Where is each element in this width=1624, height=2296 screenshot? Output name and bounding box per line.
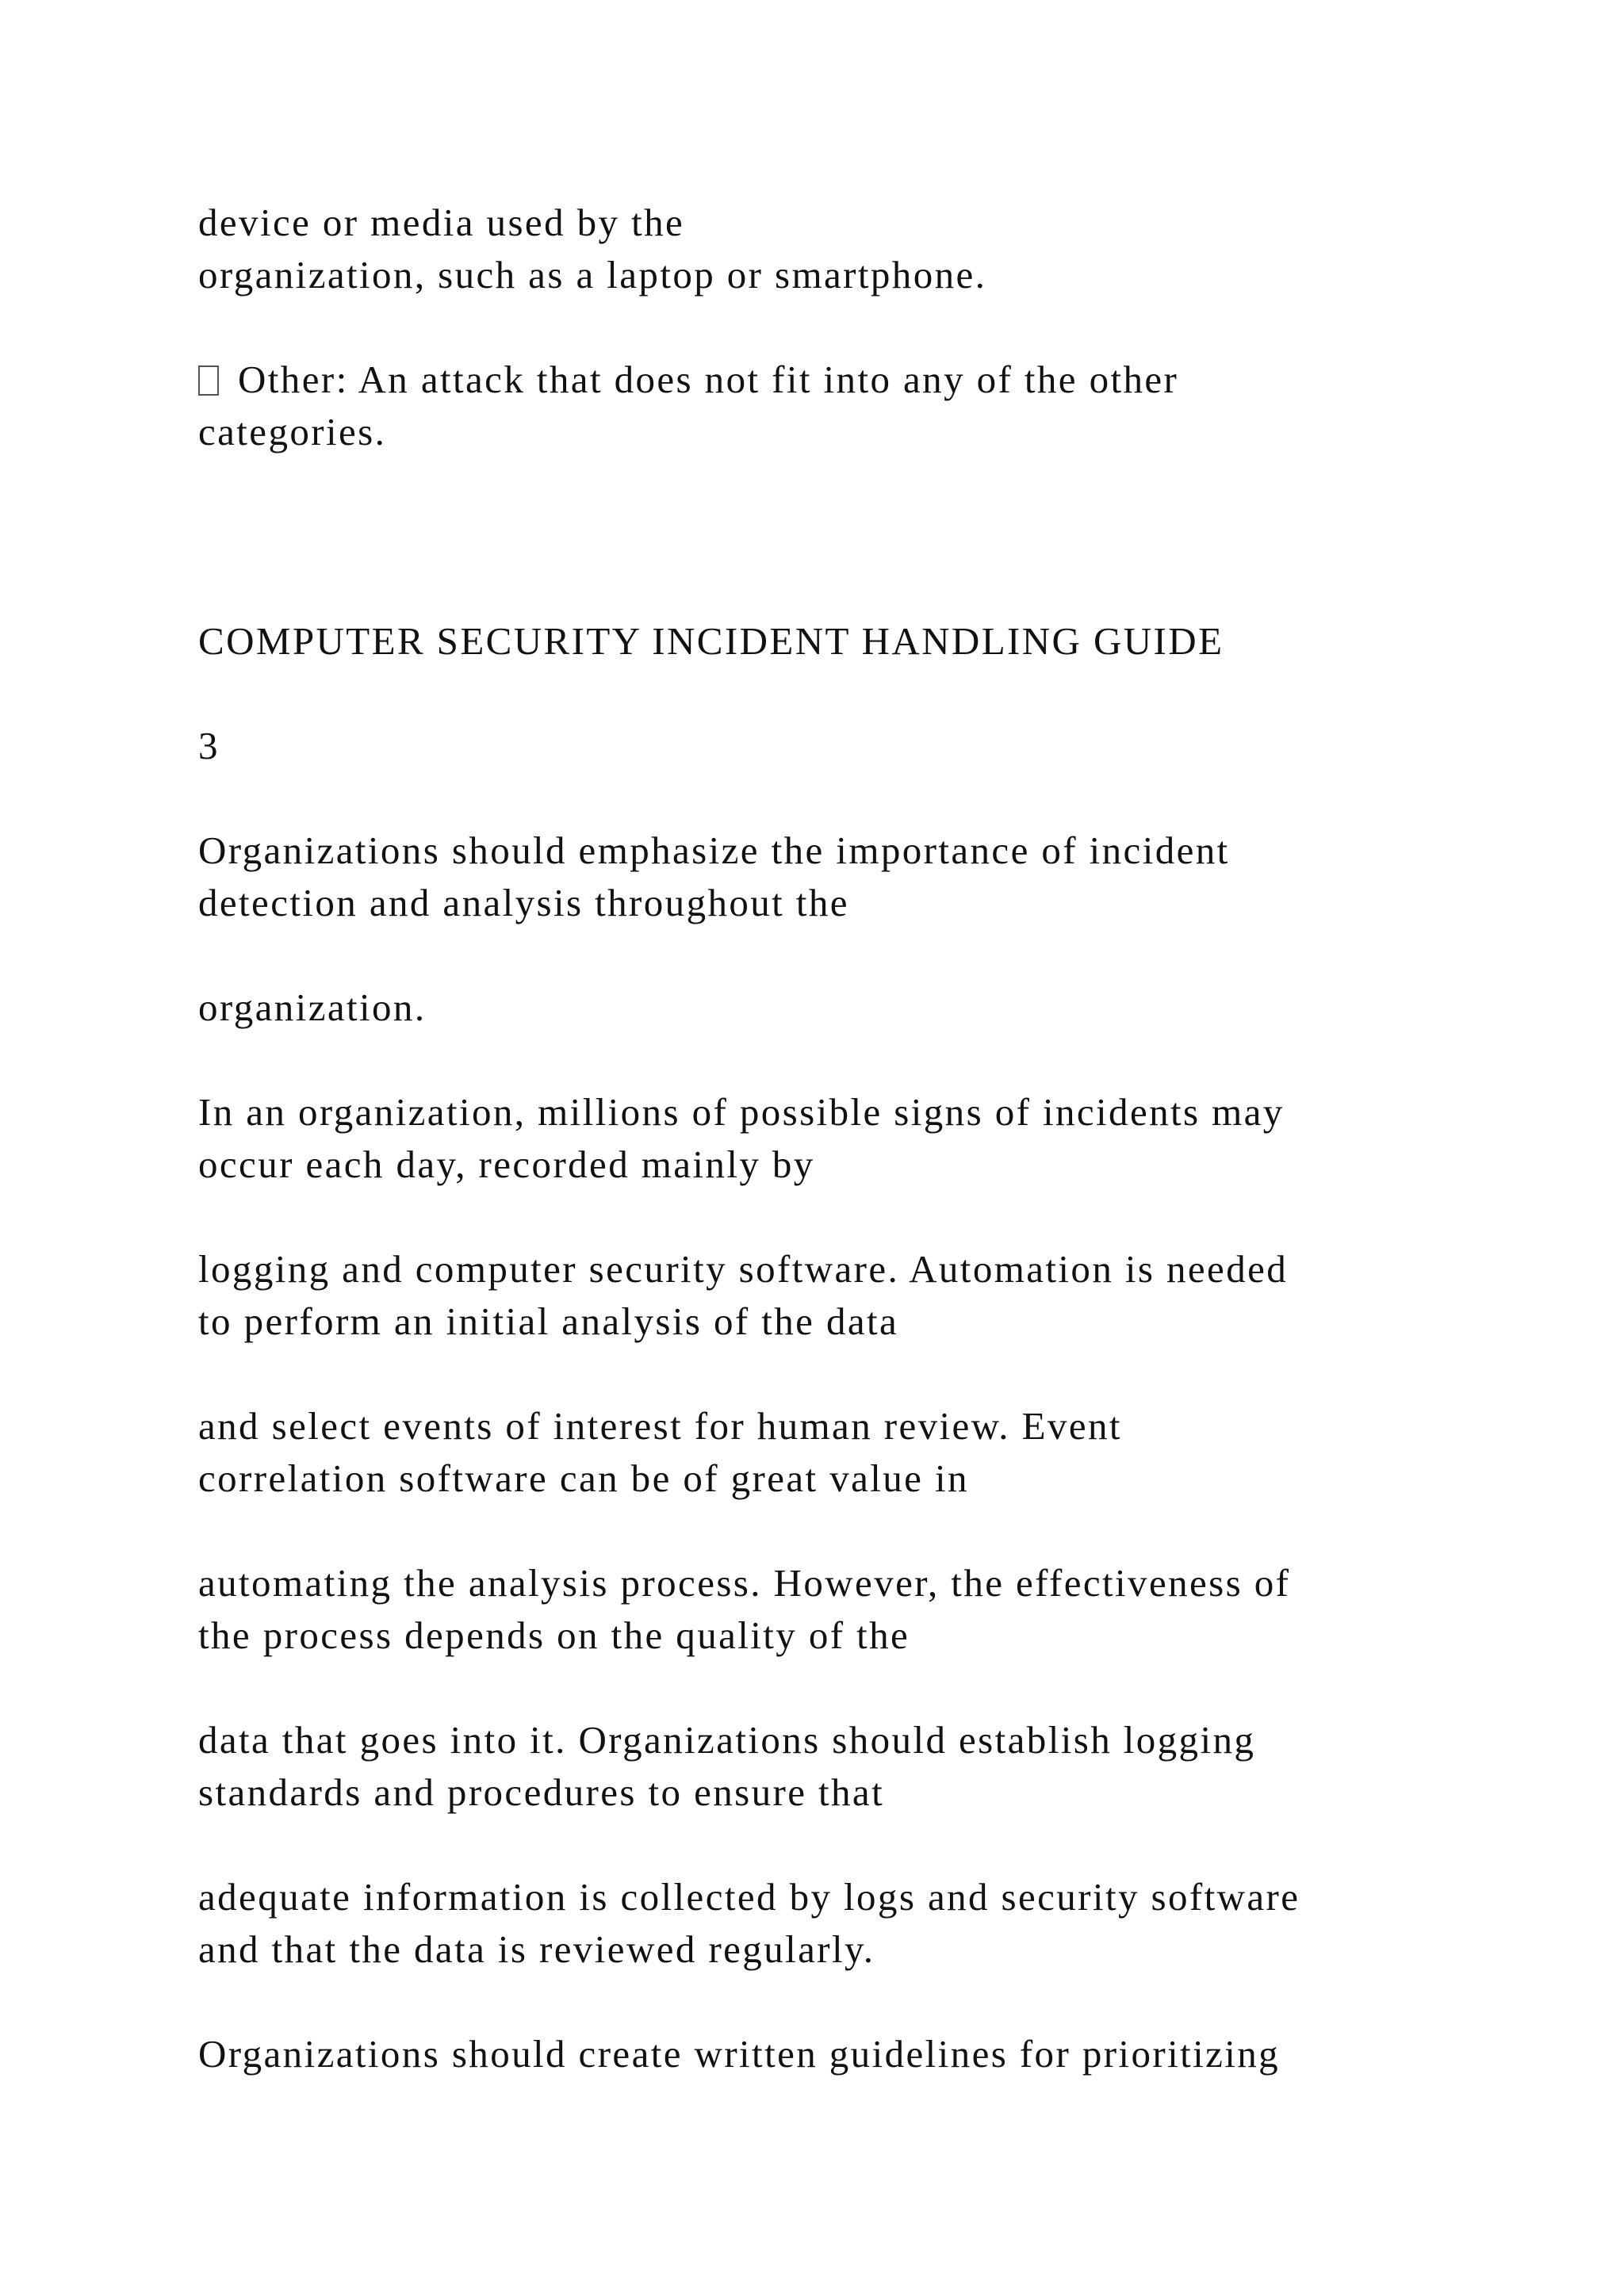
- text-line: correlation software can be of great value in: [198, 1456, 969, 1500]
- section-heading: COMPUTER SECURITY INCIDENT HANDLING GUIDE: [198, 619, 1224, 663]
- text-line: categories.: [198, 410, 387, 453]
- text-line: organization, such as a laptop or smartphone.: [198, 253, 987, 297]
- text-line: the process depends on the quality of the: [198, 1613, 910, 1657]
- text-line: standards and procedures to ensure that: [198, 1770, 885, 1814]
- missing-glyph-bullet-icon: [198, 365, 219, 396]
- text-line: to perform an initial analysis of the data: [198, 1299, 899, 1343]
- text-line: logging and computer security software. Automation is needed: [198, 1247, 1289, 1291]
- text-line: Organizations should create written guidelines for prioritizing: [198, 2032, 1281, 2076]
- bullet-item: [198, 354, 1178, 406]
- text-line: Other: An attack that does not fit into any of the other: [238, 358, 1179, 401]
- text-line: Organizations should emphasize the importance of incident: [198, 828, 1230, 872]
- text-line: occur each day, recorded mainly by: [198, 1142, 815, 1186]
- page-number: 3: [198, 724, 220, 767]
- text-line: adequate information is collected by logs and security software: [198, 1875, 1300, 1919]
- text-line: device or media used by the: [198, 201, 685, 244]
- text-line: and select events of interest for human review. Event: [198, 1404, 1122, 1448]
- text-line: organization.: [198, 985, 427, 1029]
- text-line: automating the analysis process. However, the effectiveness of: [198, 1561, 1291, 1605]
- text-line: and that the data is reviewed regularly.: [198, 1927, 875, 1971]
- text-line: In an organization, millions of possible signs of incidents may: [198, 1090, 1285, 1134]
- text-line: detection and analysis throughout the: [198, 881, 849, 924]
- text-line: data that goes into it. Organizations should establish logging: [198, 1718, 1256, 1762]
